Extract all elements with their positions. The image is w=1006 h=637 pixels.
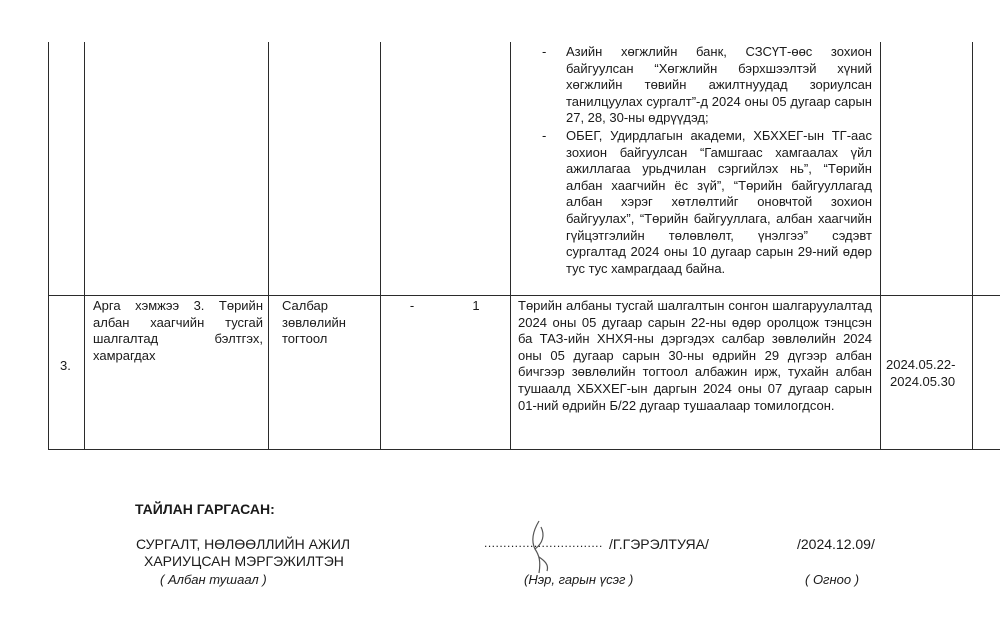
bullet-text: ОБЕГ, Удирдлагын академи, ХБХХЕГ-ын ТГ-аас зохион байгуулсан “Гамшгаас хамгаалах үйл ажиллагаа урьдчилан сэргийлэх нь”, “Төрийн албан хаагчийн ёс зүй”, “Төрийн байгууллагад албан хэрэг хөтлөлтийг оновчтой зохион байгуулах”, “Төрийн байгууллага, албан хаагчийн гүйцэтгэлийн төлөвлөлт, үнэлгээ” сэдэвт сургалтад 2024 оны 10 дугаар сарын 29-ний өдөр тус тус хамрагдаад байна. [566,128,872,276]
table-border-left [48,42,49,449]
table-border-bottom [48,449,1000,450]
row-number: 3. [60,358,71,373]
bullet-text: Азийн хөгжлийн банк, СЗСҮТ-өөс зохион байгуулсан “Хөгжлийн бэрхшээлтэй хүний хөгжлийн төвийн ажилтнуудад зориулсан танилцуулах сургалт”-д 2024 оны 05 дугаар сарын 27, 28, 30-ны өдрүүдэд; [566,44,872,126]
position-line1: СУРГАЛТ, НӨЛӨӨЛЛИЙН АЖИЛ [136,536,351,552]
dash-cell: - [409,298,415,313]
document-cell: Салбар зөвлөлийн тогтоол [282,298,346,347]
result-cell: Төрийн албаны тусгай шалгалтын сонгон шалгаруулалтад 2024 оны 05 дугаар сарын 22-ны өдөр оролцож тэнцсэн ба ТАЗ-ийн ХНХЯ-ны дэргэдэх салбар зөвлөлийн 2024 оны 05 дугаар сарын 30-ны өдрийн 29 дүгээр албан бичгээр зөвлөлийн тогтоол албажин ирж, тухайн албан тушаалд ХБХХЕГ-ын даргын 2024 оны 07 дугаар сарын 01-ний өдрийн Б/22 дугаар тушаалаар томилогдсон. [518,298,872,413]
date-start: 2024.05.22- [886,357,956,372]
signer-name: /Г.ГЭРЭЛТУЯА/ [609,536,709,552]
bullet-marker: - [542,44,547,59]
report-date: /2024.12.09/ [797,536,875,552]
table-border-col2 [268,42,269,449]
table-border-col3 [380,42,381,449]
table-border-col1 [84,42,85,449]
name-caption: (Нэр, гарын үсэг ) [524,572,634,587]
date-end: 2024.05.30 [890,374,956,389]
date-caption: ( Огноо ) [805,572,860,587]
signature-dots: ............................... [484,536,603,550]
position-line2: ХАРИУЦСАН МЭРГЭЖИЛТЭН [144,553,344,569]
position-caption: ( Албан тушаал ) [160,572,267,587]
count-cell: 1 [472,298,480,313]
table-border-col6 [972,42,973,449]
activity-cell: Арга хэмжээ 3. Төрийн албан хаагчийн тусгай шалгалтад бэлтгэх, хамрагдах [93,298,263,363]
table-row-divider [48,295,1000,296]
report-heading: ТАЙЛАН ГАРГАСАН: [135,501,275,517]
bullet-marker: - [542,128,547,143]
table-border-col5 [880,42,881,449]
table-border-col4 [510,42,511,449]
